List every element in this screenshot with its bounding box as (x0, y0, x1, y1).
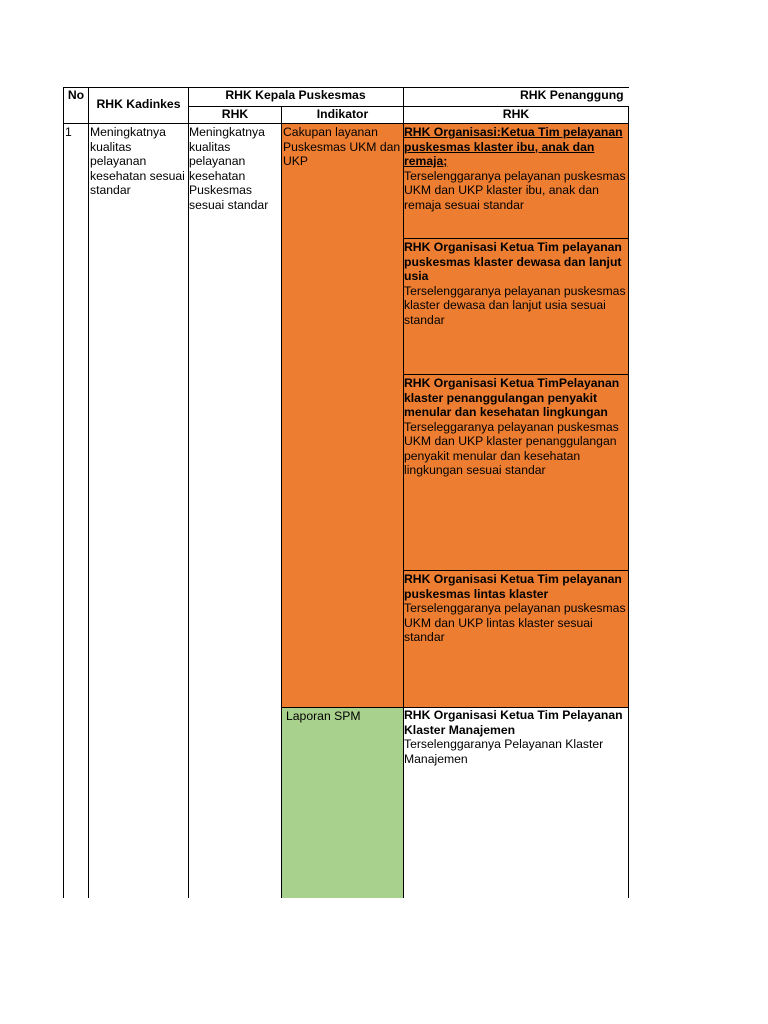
rhk-block-5 (404, 708, 628, 788)
grid-line-block-2 (403, 374, 629, 375)
header-rhk: RHK (221, 107, 249, 121)
grid-line-col-2 (188, 87, 189, 898)
grid-line-block-3 (403, 570, 629, 571)
kapus-rhk-text: Meningkatnya kualitas pelayanan kesehatan Puskesmas sesuai standar (189, 125, 269, 212)
rhk-block-2-body: Terselenggaranya pelayanan puskesmas klaster dewasa dan lanjut usia sesuai standar (404, 283, 626, 327)
rhk-block-4-title: RHK Organisasi Ketua Tim pelayanan puskesmas lintas klaster (404, 572, 622, 601)
header-no: No (67, 88, 85, 102)
header-rhk-kepala-puskesmas: RHK Kepala Puskesmas (225, 88, 366, 102)
rhk-block-4 (404, 572, 628, 702)
rhk-block-3 (404, 376, 628, 566)
rhk-block-2-title: RHK Organisasi Ketua Tim pelayanan puskesmas klaster dewasa dan lanjut usia (404, 240, 622, 283)
indikator-orange-fill (282, 124, 403, 708)
grid-line-col-1 (88, 87, 89, 898)
rhk-block-2 (404, 240, 628, 370)
grid-line-header-bottom (63, 123, 629, 124)
rhk-block-1 (404, 125, 628, 235)
indikator-1-text: Cakupan layanan Puskesmas UKM dan UKP (283, 125, 401, 168)
kadinkes-rhk-text: Meningkatnya kualitas pelayanan kesehatan sesuai standar (90, 125, 185, 197)
grid-line-col-3 (281, 106, 282, 898)
rhk-block-3-title: RHK Organisasi Ketua TimPelayanan klaster penanggulangan penyakit menular dan kesehatan lingkungan (404, 376, 620, 419)
header-rhk-kadinkes: RHK Kadinkes (96, 97, 181, 111)
indikator-green-fill (282, 708, 403, 898)
grid-line-col-4 (403, 87, 404, 898)
grid-line-block-4 (282, 707, 629, 708)
grid-line-right (628, 106, 629, 898)
rhk-block-3-body: Terseleggaranya pelayanan puskesmas UKM dan UKP klaster penanggulangan penyakit menular dan kesehatan lingkungan sesuai standar (404, 419, 619, 477)
grid-line-subheader (188, 106, 629, 107)
rhk-block-5-title: RHK Organisasi Ketua Tim Pelayanan Klaster Manajemen (404, 708, 623, 737)
grid-line-block-1 (403, 238, 629, 239)
grid-line-left (63, 87, 64, 898)
indikator-2-text: Laporan SPM (286, 709, 361, 723)
rhk-block-4-body: Terselenggaranya pelayanan puskesmas UKM dan UKP lintas klaster sesuai standar (404, 601, 626, 644)
header-rhk-penanggung: RHK Penanggung (520, 88, 624, 102)
row-no: 1 (65, 125, 72, 139)
rhk-block-1-body: Terselenggaranya pelayanan puskesmas UKM dan UKP klaster ibu, anak dan remaja sesuai standar (404, 168, 626, 212)
header-rhk-sub: RHK (502, 107, 530, 121)
rhk-block-5-body: Terselenggaranya Pelayanan Klaster Manajemen (404, 737, 604, 766)
header-indikator: Indikator (316, 107, 369, 121)
grid-line-top (63, 87, 629, 88)
rhk-block-1-title: RHK Organisasi:Ketua Tim pelayanan puskesmas klaster ibu, anak dan remaja; (404, 125, 623, 168)
